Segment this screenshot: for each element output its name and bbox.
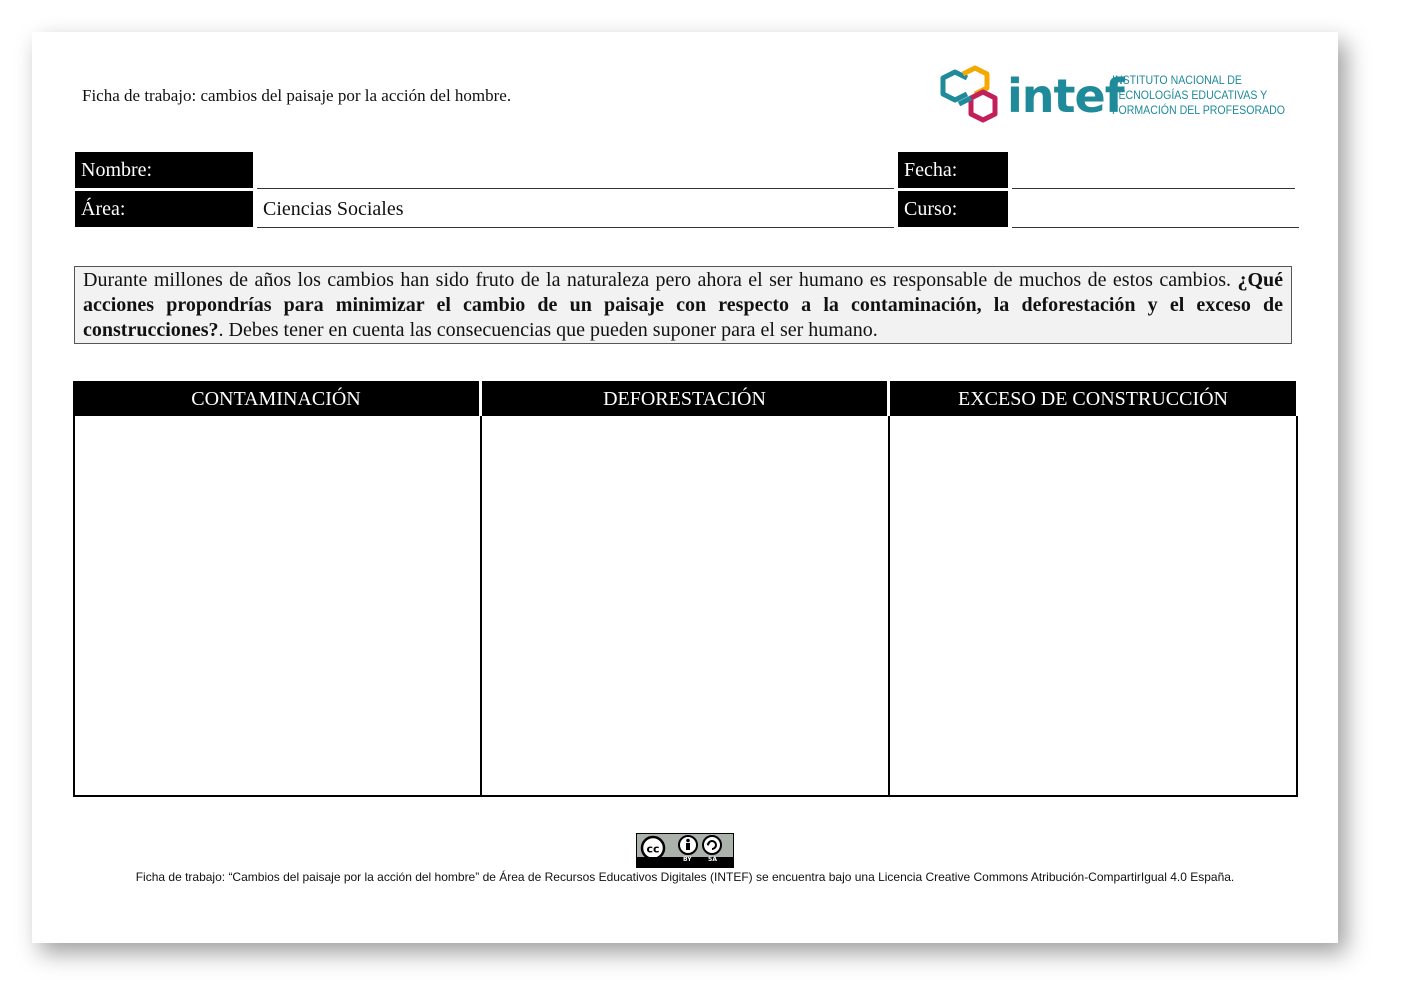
instructions-question: ¿Qué acciones propondrías para minimizar el cambio de un paisaje con respecto a la contaminación, la deforestación y el exceso de construcciones? (83, 269, 1283, 341)
column-header-deforestacion: DEFORESTACIÓN (482, 381, 887, 416)
column-header-contaminacion: CONTAMINACIÓN (73, 381, 479, 416)
instructions-intro: Durante millones de años los cambios han sido fruto de la naturaleza pero ahora el ser humano es responsable de muchos de estos cambios. (83, 269, 1238, 291)
instructions-box (74, 266, 1292, 344)
answer-cell-deforestacion[interactable] (480, 416, 890, 797)
logo-subtitle-line: TECNOLOGÍAS EDUCATIVAS Y (1112, 90, 1268, 102)
fecha-field[interactable] (1012, 152, 1295, 189)
document-title: Ficha de trabajo: cambios del paisaje por la acción del hombre. (82, 86, 512, 105)
cc-by-label: BY (683, 856, 692, 863)
intef-logo-mark-icon (937, 64, 1001, 130)
curso-label: Curso: (898, 191, 1008, 227)
nombre-field[interactable] (257, 152, 894, 189)
intef-logo (937, 64, 1287, 134)
area-label: Área: (75, 191, 253, 227)
worksheet-page (32, 32, 1338, 943)
curso-field[interactable] (1012, 191, 1299, 228)
nombre-label: Nombre: (75, 152, 253, 188)
cc-icon (637, 834, 733, 858)
column-header-exceso-construccion: EXCESO DE CONSTRUCCIÓN (890, 381, 1296, 416)
area-field[interactable]: Ciencias Sociales (257, 191, 894, 228)
cc-license-badge[interactable] (636, 833, 734, 868)
cc-sa-label: SA (708, 856, 717, 863)
answer-cell-exceso-construccion[interactable] (888, 416, 1298, 797)
svg-text:cc: cc (646, 842, 660, 856)
logo-wordmark: intef (1007, 69, 1124, 123)
instructions-outro: . Debes tener en cuenta las consecuencias que pueden suponer para el ser humano. (218, 319, 878, 341)
answer-cell-contaminacion[interactable] (73, 416, 482, 797)
logo-subtitle-line: INSTITUTO NACIONAL DE (1112, 75, 1242, 87)
answers-table (73, 381, 1298, 797)
cc-badge-strip (637, 857, 733, 867)
logo-subtitle (1112, 74, 1285, 119)
logo-subtitle-line: FORMACIÓN DEL PROFESORADO (1112, 105, 1286, 117)
license-footer: Ficha de trabajo: “Cambios del paisaje por la acción del hombre” de Área de Recursos Educativos Digitales (INTEF) se encuentra bajo una Licencia Creative Commons Atribución-CompartirIgual 4.0 España. (135, 870, 1235, 884)
fecha-label: Fecha: (898, 152, 1008, 188)
